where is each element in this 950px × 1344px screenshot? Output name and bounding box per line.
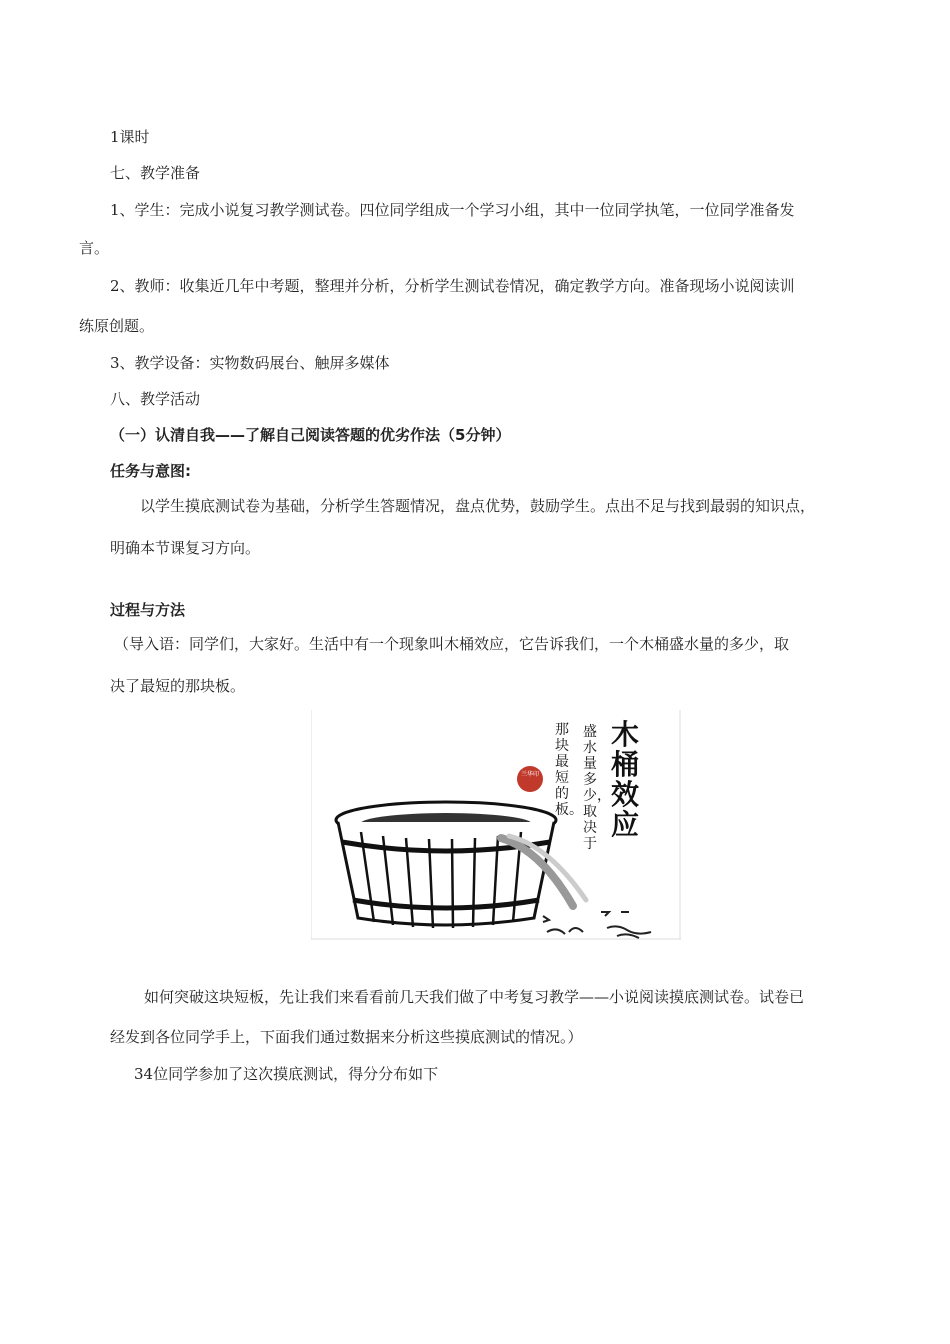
- activity1-heading: （一）认清自我——了解自己阅读答题的优劣作法（5分钟）: [110, 426, 511, 444]
- lesson-hours: 1课时: [110, 128, 150, 146]
- item3: 3、教学设备：实物数码展台、触屏多媒体: [110, 354, 390, 372]
- item1-line1: 1、学生：完成小说复习教学测试卷。四位同学组成一个学习小组，其中一位同学执笔，一位同学准备发: [110, 201, 795, 219]
- red-seal: 兰华印: [517, 766, 543, 792]
- item1-line2: 言。: [79, 239, 110, 257]
- after-line1: 如何突破这块短板，先让我们来看看前几天我们做了中考复习教学——小说阅读摸底测试卷。试卷已: [144, 988, 805, 1006]
- task-heading: 任务与意图:: [110, 462, 191, 480]
- item2-line1: 2、教师：收集近几年中考题，整理并分析，分析学生测试卷情况，确定教学方向。准备现场小说阅读训: [110, 277, 795, 295]
- task-line2: 明确本节课复习方向。: [110, 539, 261, 557]
- task-line1: 以学生摸底测试卷为基础，分析学生答题情况，盘点优势，鼓励学生。点出不足与找到最弱的知识点，: [140, 497, 816, 515]
- score-line: 34位同学参加了这次摸底测试，得分分布如下: [134, 1065, 439, 1083]
- figure-subtitle-text: 盛水量多少，取决于: [583, 724, 611, 852]
- bucket-effect-figure: [311, 710, 681, 940]
- item2-line2: 练原创题。: [79, 317, 155, 335]
- section8-heading: 八、教学活动: [110, 390, 201, 408]
- section7-heading: 七、教学准备: [110, 164, 201, 182]
- intro-line1: （导入语：同学们，大家好。生活中有一个现象叫木桶效应，它告诉我们，一个木桶盛水量的多少，取: [114, 635, 790, 653]
- figure-title-text: 木桶效应: [611, 718, 640, 841]
- intro-line2: 决了最短的那块板。: [110, 677, 246, 695]
- figure-subtitle-text-2: 那块最短的板。: [555, 722, 583, 818]
- after-line2: 经发到各位同学手上，下面我们通过数据来分析这些摸底测试的情况。）: [110, 1028, 583, 1046]
- process-heading: 过程与方法: [110, 601, 186, 619]
